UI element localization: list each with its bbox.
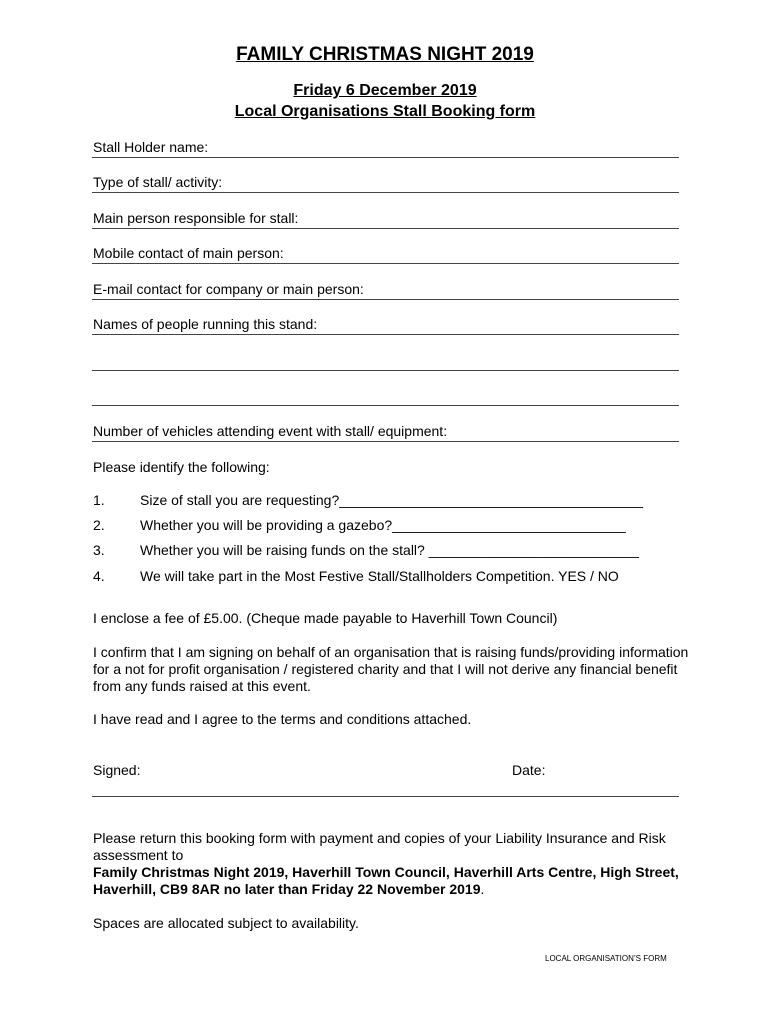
date-label: Date: [512, 762, 546, 778]
mobile-line [92, 263, 679, 264]
names-extra-line-2[interactable] [92, 386, 679, 406]
agree-text: I have read and I agree to the terms and conditions attached. [93, 711, 472, 727]
event-date: Friday 6 December 2019 [293, 82, 477, 99]
signature-line[interactable] [92, 796, 679, 797]
stall-holder-line [92, 157, 679, 158]
names-extra-line-2-rule [92, 405, 679, 406]
identify-item-2-number: 2. [93, 517, 105, 533]
identify-item-2-text: Whether you will be providing a gazebo?______________________________ [140, 517, 626, 533]
names-line [92, 334, 679, 335]
fee-text: I enclose a fee of £5.00. (Cheque made payable to Haverhill Town Council) [93, 610, 558, 626]
return-address: Family Christmas Night 2019, Haverhill Town Council, Haverhill Arts Centre, High Street, Haverhill, CB9 8AR no later than Friday 22 November 2019 [93, 864, 679, 897]
main-person-line [92, 228, 679, 229]
return-period: . [480, 881, 485, 897]
identify-item-4-number: 4. [93, 568, 105, 584]
mobile-field[interactable] [92, 244, 679, 264]
stall-type-field[interactable] [92, 173, 679, 193]
identify-item-3-text: Whether you will be raising funds on the stall? ___________________________ [140, 542, 639, 558]
vehicles-line [92, 441, 679, 442]
names-extra-line-1-rule [92, 370, 679, 371]
email-label: E-mail contact for company or main person: [93, 281, 364, 297]
stall-type-line [92, 192, 679, 193]
availability-text: Spaces are allocated subject to availability. [93, 915, 359, 931]
names-label: Names of people running this stand: [93, 316, 318, 332]
main-person-label: Main person responsible for stall: [93, 210, 299, 226]
names-field[interactable] [92, 315, 679, 335]
stall-holder-label: Stall Holder name: [93, 139, 209, 155]
identify-item-1-number: 1. [93, 492, 105, 508]
identify-item-4-text: We will take part in the Most Festive Stall/Stallholders Competition. YES / NO [140, 568, 619, 584]
identify-heading: Please identify the following: [93, 459, 270, 475]
return-intro: Please return this booking form with payment and copies of your Liability Insurance and Risk assessment to [93, 830, 666, 863]
confirm-text: I confirm that I am signing on behalf of an organisation that is raising funds/providing information for a not for profit organisation / registered charity and that I will not derive any financial benefit from any funds raised at this event. [93, 644, 689, 694]
footer-label: LOCAL ORGANISATION’S FORM [545, 954, 667, 963]
main-person-field[interactable] [92, 209, 679, 229]
names-extra-line-1[interactable] [92, 351, 679, 371]
vehicles-field[interactable] [92, 422, 679, 442]
email-field[interactable] [92, 280, 679, 300]
email-line [92, 299, 679, 300]
identify-item-1-text: Size of stall you are requesting?_______________________________________ [140, 492, 643, 508]
mobile-label: Mobile contact of main person: [93, 245, 284, 261]
return-instructions [93, 830, 693, 898]
signed-label: Signed: [93, 762, 141, 778]
vehicles-label: Number of vehicles attending event with stall/ equipment: [93, 423, 448, 439]
stall-type-label: Type of stall/ activity: [93, 174, 223, 190]
identify-item-3-number: 3. [93, 542, 105, 558]
stall-holder-field[interactable] [92, 138, 679, 158]
form-name: Local Organisations Stall Booking form [234, 103, 536, 120]
form-title: FAMILY CHRISTMAS NIGHT 2019 [236, 44, 534, 65]
